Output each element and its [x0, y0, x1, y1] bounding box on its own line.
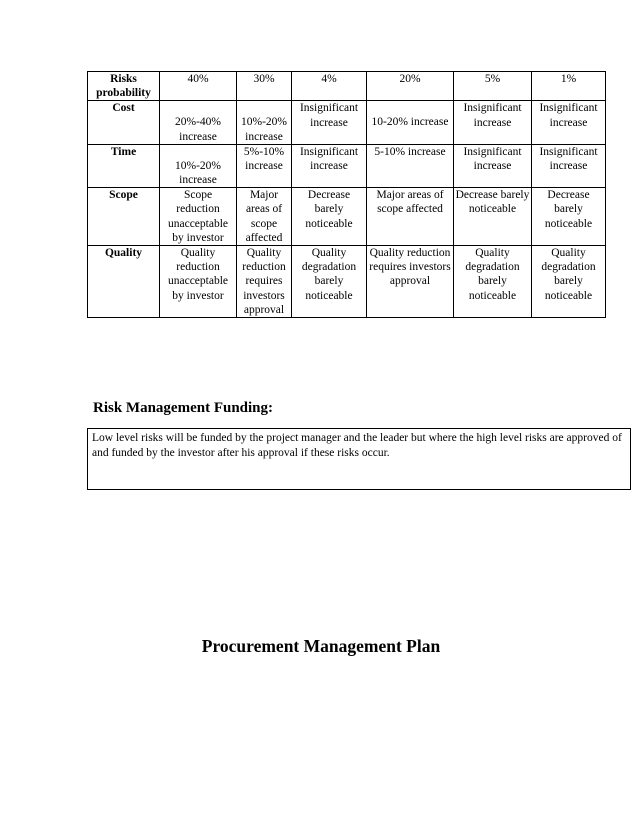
table-cell: Scope reduction unacceptable by investor — [160, 188, 237, 246]
probability-40: 40% — [160, 72, 237, 101]
table-row — [88, 144, 606, 187]
table-cell: Quality degradation barely noticeable — [532, 246, 606, 318]
table-cell: Quality degradation barely noticeable — [292, 246, 367, 318]
table-cell: Insignificant increase — [532, 144, 606, 187]
table-cell — [237, 101, 292, 144]
table-cell — [367, 101, 454, 144]
table-cell: Major areas of scope affected — [367, 188, 454, 246]
table-cell: Insignificant increase — [292, 144, 367, 187]
table-row — [88, 101, 606, 144]
table-row — [88, 246, 606, 318]
risk-funding-heading: Risk Management Funding: — [93, 400, 274, 416]
row-label-cost: Cost — [88, 101, 160, 144]
table-cell: Major areas of scope affected — [237, 188, 292, 246]
probability-1: 1% — [532, 72, 606, 101]
probability-4: 4% — [292, 72, 367, 101]
cell-text: 10%-20% increase — [175, 159, 221, 187]
table-cell: Quality reduction requires investors approval — [237, 246, 292, 318]
header-row — [88, 72, 606, 101]
table-cell: Insignificant increase — [454, 144, 532, 187]
probability-30: 30% — [237, 72, 292, 101]
table-cell: Insignificant increase — [292, 101, 367, 144]
table-cell: Quality degradation barely noticeable — [454, 246, 532, 318]
table-cell: 5-10% increase — [367, 144, 454, 187]
table-cell: Insignificant increase — [454, 101, 532, 144]
table-cell: Quality reduction unacceptable by investor — [160, 246, 237, 318]
table-cell: 5%-10% increase — [237, 144, 292, 187]
risk-probability-table — [87, 71, 606, 318]
risk-funding-text: Low level risks will be funded by the project manager and the leader but where the high level risks are approved of and funded by the investor after his approval if these risks occur. — [92, 432, 622, 459]
table-cell: Decrease barely noticeable — [292, 188, 367, 246]
row-label-time: Time — [88, 144, 160, 187]
table-cell: Quality reduction requires investors approval — [367, 246, 454, 318]
table-cell — [160, 101, 237, 144]
row-label-quality: Quality — [88, 246, 160, 318]
cell-text: 10%-20% increase — [241, 116, 287, 143]
probability-20: 20% — [367, 72, 454, 101]
table-row — [88, 188, 606, 246]
table-cell: Decrease barely noticeable — [454, 188, 532, 246]
cell-text: 20%-40% increase — [175, 116, 221, 143]
header-label: Risks probability — [88, 72, 160, 101]
table-cell — [160, 144, 237, 187]
risk-funding-box — [87, 428, 631, 490]
table-cell: Decrease barely noticeable — [532, 188, 606, 246]
table-cell: Insignificant increase — [532, 101, 606, 144]
procurement-plan-title: Procurement Management Plan — [201, 636, 441, 656]
cell-text: 10-20% increase — [371, 116, 449, 129]
probability-5: 5% — [454, 72, 532, 101]
row-label-scope: Scope — [88, 188, 160, 246]
